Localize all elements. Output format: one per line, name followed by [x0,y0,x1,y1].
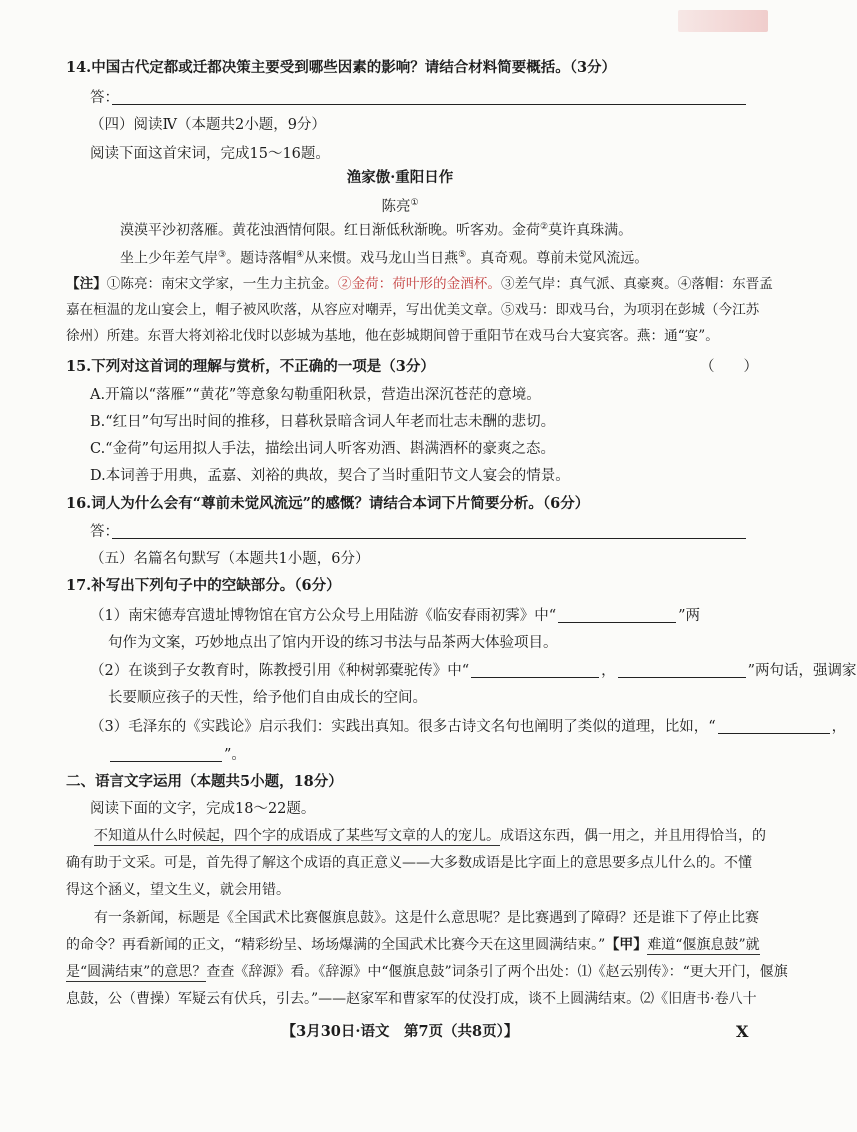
q17-blank-2[interactable] [471,661,599,678]
section-4-title: （四）阅读Ⅳ（本题共2小题，9分） [90,117,326,133]
q16-answer-label: 答： [90,524,119,540]
poem-line-2: 坐上少年差气岸③。题诗落帽④从来惯。戏马龙山当日燕⑤。真奇观。尊前未觉风流远。 [120,250,649,267]
q17-part-3-line-2: ”。 [108,745,246,765]
passage-underlined-question-1: 难道“偃旗息鼓”就 [647,937,760,953]
passage-line-3: 得这个涵义，望文生义，就会用错。 [66,882,290,898]
passage-underlined-sentence: 不知道从什么时候起，四个字的成语成了某些写文章的人的宠儿。 [94,828,500,844]
q15-option-d[interactable]: D.本词善于用典，孟嘉、刘裕的典故，契合了当时重阳节文人宴会的情景。 [90,468,570,484]
passage-line-7: 息鼓，公（曹操）军疑云有伏兵，引去。”——赵家军和曹家军的仗没打成，谈不上圆满结束。⑵《旧唐书·卷八十 [66,991,757,1007]
part-2-intro: 阅读下面的文字，完成18～22题。 [90,801,316,817]
q16-answer-line[interactable] [112,538,746,539]
q14-answer-label: 答： [90,90,119,106]
q17-part-1-line-2: 句作为文案，巧妙地点出了馆内开设的练习书法与品茶两大体验项目。 [108,635,558,651]
poem-line-1: 漠漠平沙初落雁。黄花浊酒情何限。红日渐低秋渐晚。听客劝。金荷②莫许真珠满。 [120,222,633,239]
passage-line-1: 不知道从什么时候起，四个字的成语成了某些写文章的人的宠儿。成语这东西，偶一用之，并且用得恰当，的 [94,828,766,844]
q15-option-b[interactable]: B.“红日”句写出时间的推移，日暮秋景暗含词人年老而壮志未酬的悲切。 [90,414,556,430]
poem-author: 陈亮① [381,198,419,215]
part-2-title: 二、语言文字运用（本题共5小题，18分） [66,773,343,790]
q14-answer-line[interactable] [112,104,746,105]
page-footer: 【3月30日·语文 第7页（共8页）】 [281,1023,519,1040]
passage-line-5: 的命令？再看新闻的正文，“精彩纷呈、场场爆满的全国武术比赛今天在这里圆满结束。”【甲】难道“偃旗息鼓”就 [66,937,760,953]
marker-jia: 【甲】 [605,937,648,953]
question-14-stem: 14.中国古代定都或迁都决策主要受到哪些因素的影响？请结合材料简要概括。（3分） [66,59,617,76]
notes-line-2: 嘉在桓温的龙山宴会上，帽子被风吹落，从容应对嘲弄，写出优美文章。⑤戏马：即戏马台，为项羽在彭城（今江苏 [66,302,760,318]
q15-option-c[interactable]: C.“金荷”句运用拟人手法，描绘出词人听客劝酒、斟满酒杯的豪爽之态。 [90,441,556,457]
section-5-title: （五）名篇名句默写（本题共1小题，6分） [90,551,370,567]
notes-line-1: 【注】①陈亮：南宋文学家，一生力主抗金。②金荷：荷叶形的金酒杯。③差气岸：真气派、真豪爽。④落帽：东晋孟 [66,276,773,292]
q17-blank-5[interactable] [110,745,222,762]
note-2-highlight: ②金荷：荷叶形的金酒杯。 [337,276,501,292]
question-15-stem: 15.下列对这首词的理解与赏析，不正确的一项是（3分） [66,358,435,375]
q17-part-1-line-1: （1）南宋德寿宫遗址博物馆在官方公众号上用陆游《临安春雨初霁》中“ ”两 [90,608,701,624]
passage-line-2: 确有助于文采。可是，首先得了解这个成语的真正意义——大多数成语是比字面上的意思要多点儿什么的。不懂 [66,855,752,871]
q17-blank-1[interactable] [558,606,676,623]
q15-answer-paren[interactable]: （ ） [700,359,758,375]
q17-part-2-line-1: （2）在谈到子女教育时，陈教授引用《种树郭橐驼传》中“ ， ”两句话，强调家 [90,663,857,679]
passage-line-4: 有一条新闻，标题是《全国武术比赛偃旗息鼓》。这是什么意思呢？是比赛遇到了障碍？还是谁下了停止比赛 [94,910,759,926]
q17-blank-4[interactable] [718,717,830,734]
q17-part-3-line-1: （3）毛泽东的《实践论》启示我们：实践出真知。很多古诗文名句也阐明了类似的道理，比如，“ ， [90,719,847,735]
passage-underlined-question-2: 是“圆满结束”的意思？ [66,964,207,980]
notes-line-3: 徐州）所建。东晋大将刘裕北伐时以彭城为基地，他在彭城期间曾于重阳节在戏马台大宴宾客。燕：通“宴”。 [66,328,719,344]
poem-title: 渔家傲·重阳日作 [346,169,454,186]
q17-part-2-line-2: 长要顺应孩子的天性，给予他们自由成长的空间。 [108,690,427,706]
footer-mark: X [736,1022,749,1041]
passage-line-6: 是“圆满结束”的意思？查查《辞源》看。《辞源》中“偃旗息鼓”词条引了两个出处：⑴《赵云别传》：“更大开门，偃旗 [66,964,788,980]
q15-option-a[interactable]: A.开篇以“落雁”“黄花”等意象勾勒重阳秋景，营造出深沉苍茫的意境。 [90,387,541,403]
question-17-stem: 17.补写出下列句子中的空缺部分。（6分） [66,577,341,594]
scan-stamp-mark [678,10,768,32]
question-16-stem: 16.词人为什么会有“尊前未觉风流远”的感慨？请结合本词下片简要分析。（6分） [66,495,590,512]
q17-blank-3[interactable] [618,661,746,678]
section-4-intro: 阅读下面这首宋词，完成15～16题。 [90,146,330,162]
